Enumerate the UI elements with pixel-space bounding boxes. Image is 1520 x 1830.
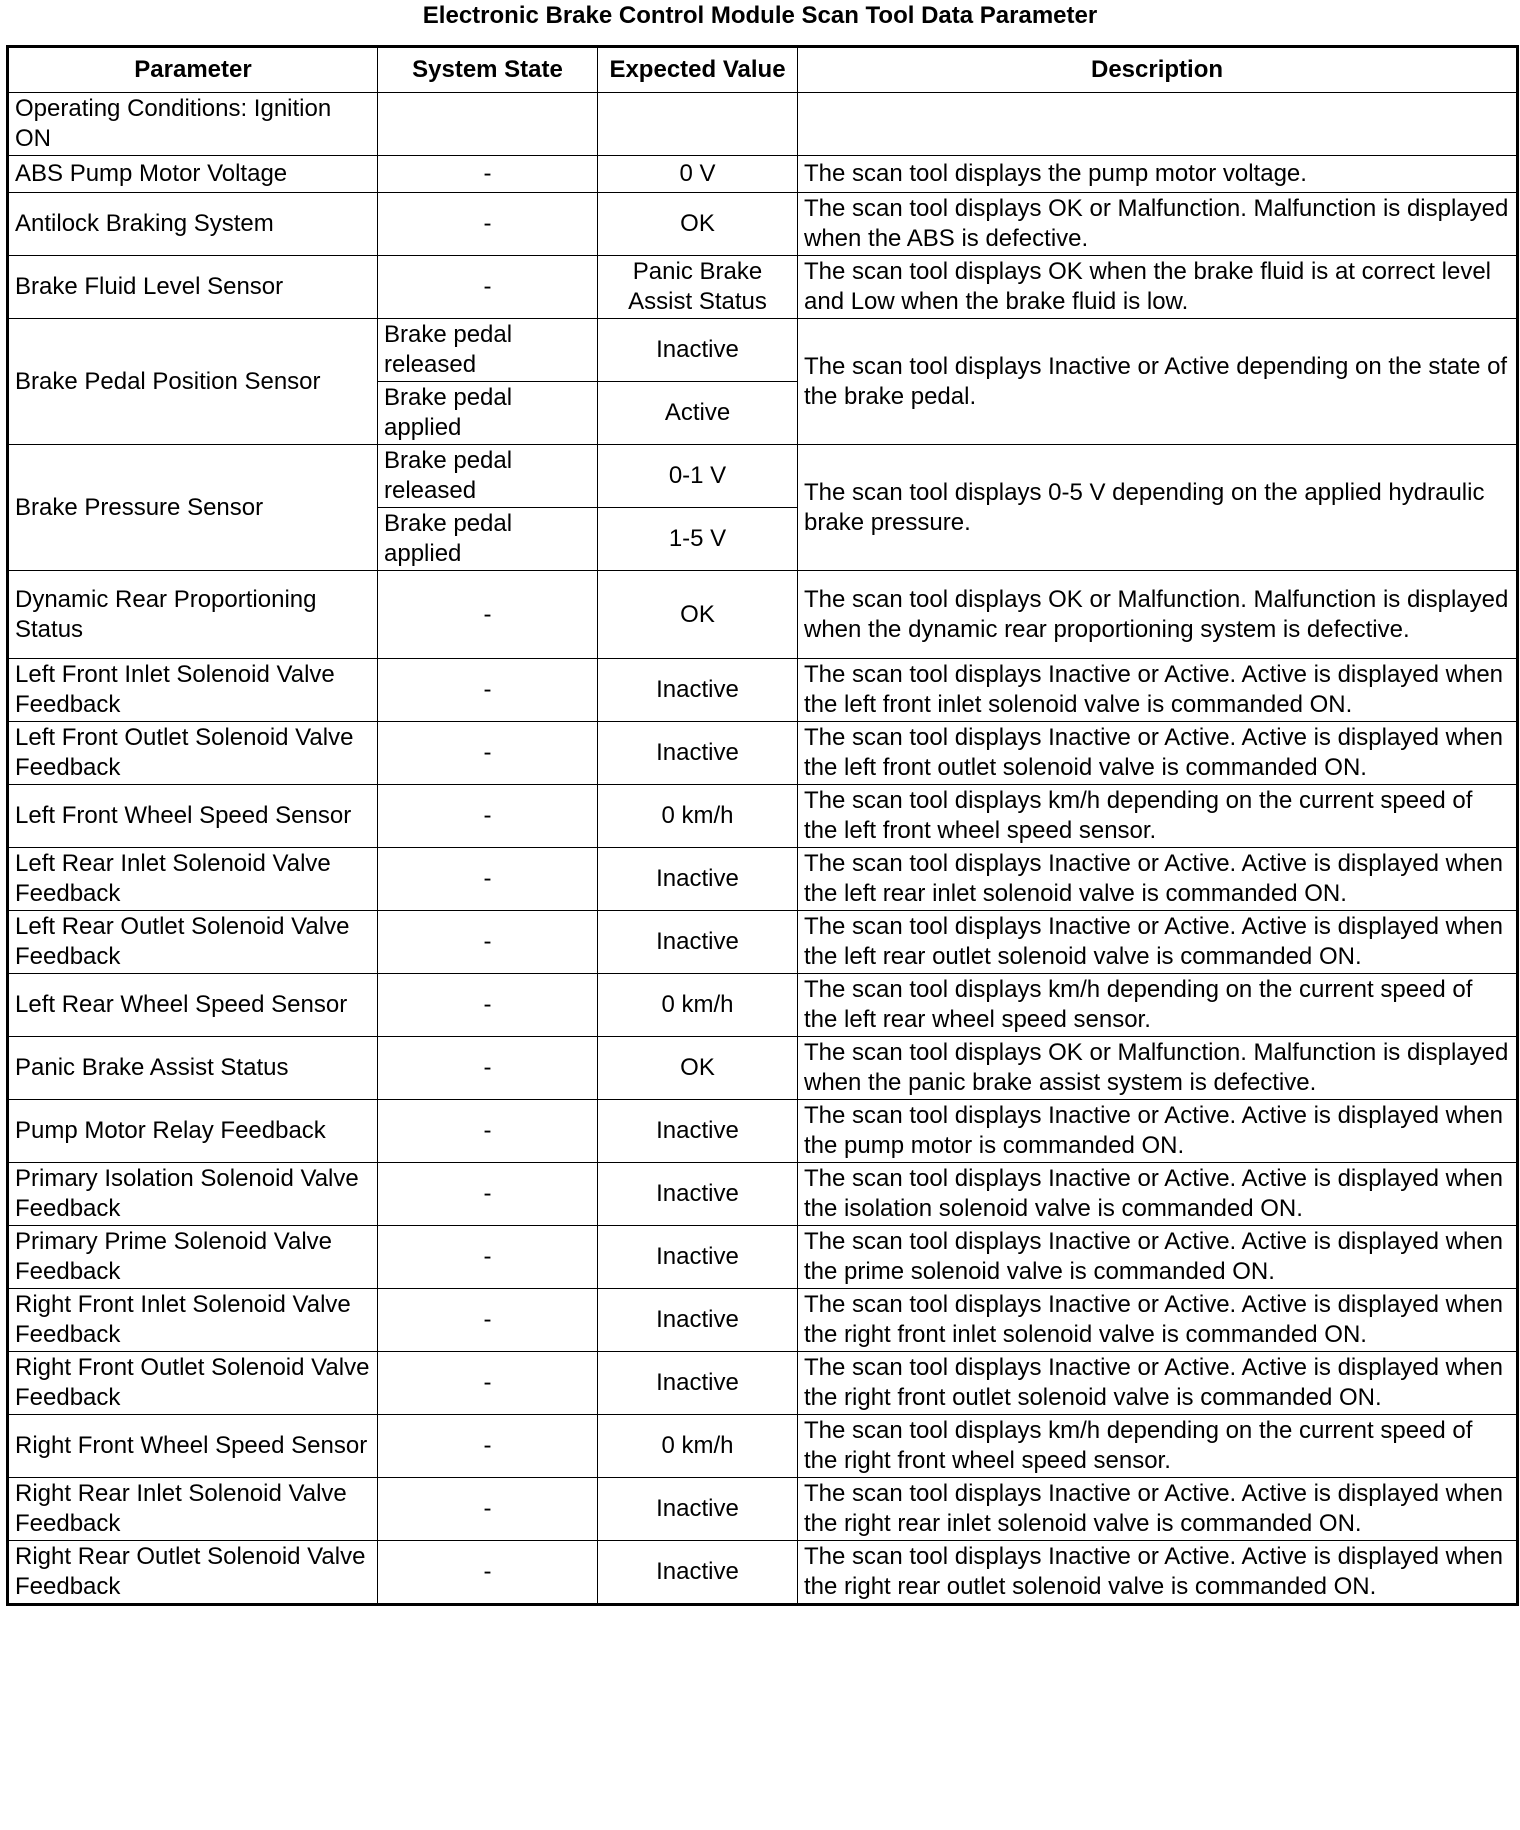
table-row: [8, 1100, 1518, 1163]
header-row: [8, 47, 1518, 93]
parameter-cell: Left Front Outlet Solenoid Valve Feedback: [8, 722, 378, 785]
expected-value-cell: Inactive: [598, 1352, 798, 1415]
expected-value-cell: Inactive: [598, 319, 798, 382]
header-parameter: Parameter: [8, 47, 378, 93]
table-row: [8, 911, 1518, 974]
description-cell: The scan tool displays km/h depending on the current speed of the left rear wheel speed sensor.: [798, 974, 1518, 1037]
system-state-cell: -: [378, 911, 598, 974]
header-description: Description: [798, 47, 1518, 93]
header-expected-value: Expected Value: [598, 47, 798, 93]
expected-value-cell: Inactive: [598, 911, 798, 974]
parameter-cell: Primary Isolation Solenoid Valve Feedback: [8, 1163, 378, 1226]
table-row: [8, 1289, 1518, 1352]
expected-value-cell: Inactive: [598, 659, 798, 722]
system-state-cell: -: [378, 256, 598, 319]
expected-value-cell: Panic Brake Assist Status: [598, 256, 798, 319]
description-cell: The scan tool displays Inactive or Active depending on the state of the brake pedal.: [798, 319, 1518, 445]
description-cell: The scan tool displays the pump motor voltage.: [798, 156, 1518, 193]
system-state-cell: -: [378, 1100, 598, 1163]
expected-value-cell: Inactive: [598, 848, 798, 911]
parameter-cell: Left Front Wheel Speed Sensor: [8, 785, 378, 848]
description-cell: The scan tool displays Inactive or Active. Active is displayed when the left front inlet solenoid valve is commanded ON.: [798, 659, 1518, 722]
expected-value-cell: 0 km/h: [598, 785, 798, 848]
parameter-cell: Left Rear Inlet Solenoid Valve Feedback: [8, 848, 378, 911]
expected-value-cell: OK: [598, 193, 798, 256]
system-state-cell: -: [378, 974, 598, 1037]
table-row: [8, 1037, 1518, 1100]
parameter-cell: Left Rear Outlet Solenoid Valve Feedback: [8, 911, 378, 974]
description-cell: The scan tool displays Inactive or Active. Active is displayed when the isolation solenoid valve is commanded ON.: [798, 1163, 1518, 1226]
parameter-cell: Right Front Wheel Speed Sensor: [8, 1415, 378, 1478]
table-row: [8, 256, 1518, 319]
system-state-cell: Brake pedal released: [378, 319, 598, 382]
expected-value-cell: 0 km/h: [598, 974, 798, 1037]
parameter-cell: Right Rear Inlet Solenoid Valve Feedback: [8, 1478, 378, 1541]
expected-value-cell: 1-5 V: [598, 508, 798, 571]
expected-value-cell: OK: [598, 1037, 798, 1100]
system-state-cell: -: [378, 848, 598, 911]
parameter-cell: Left Front Inlet Solenoid Valve Feedback: [8, 659, 378, 722]
table-row: [8, 445, 1518, 508]
description-cell: The scan tool displays 0-5 V depending on the applied hydraulic brake pressure.: [798, 445, 1518, 571]
parameter-cell: Primary Prime Solenoid Valve Feedback: [8, 1226, 378, 1289]
parameter-cell: Right Rear Outlet Solenoid Valve Feedback: [8, 1541, 378, 1605]
system-state-cell: -: [378, 1415, 598, 1478]
header-system-state: System State: [378, 47, 598, 93]
system-state-cell: -: [378, 1541, 598, 1605]
parameter-cell: Right Front Outlet Solenoid Valve Feedback: [8, 1352, 378, 1415]
parameter-cell: Dynamic Rear Proportioning Status: [8, 571, 378, 659]
description-cell: The scan tool displays OK or Malfunction. Malfunction is displayed when the panic brake assist system is defective.: [798, 1037, 1518, 1100]
expected-value-cell: Inactive: [598, 722, 798, 785]
parameter-cell: Brake Pedal Position Sensor: [8, 319, 378, 445]
description-cell: The scan tool displays Inactive or Active. Active is displayed when the right front outlet solenoid valve is commanded ON.: [798, 1352, 1518, 1415]
description-cell: The scan tool displays km/h depending on the current speed of the left front wheel speed sensor.: [798, 785, 1518, 848]
system-state-cell: Brake pedal applied: [378, 508, 598, 571]
parameter-cell: Brake Fluid Level Sensor: [8, 256, 378, 319]
expected-value-cell: Inactive: [598, 1541, 798, 1605]
table-row: [8, 848, 1518, 911]
system-state-cell: Brake pedal applied: [378, 382, 598, 445]
parameter-cell: Operating Conditions: Ignition ON: [8, 93, 378, 156]
table-row: [8, 1352, 1518, 1415]
parameter-cell: Brake Pressure Sensor: [8, 445, 378, 571]
system-state-cell: -: [378, 722, 598, 785]
expected-value-cell: [598, 93, 798, 156]
system-state-cell: -: [378, 156, 598, 193]
system-state-cell: -: [378, 1163, 598, 1226]
table-row: [8, 156, 1518, 193]
table-row: [8, 1226, 1518, 1289]
expected-value-cell: 0-1 V: [598, 445, 798, 508]
description-cell: The scan tool displays Inactive or Active. Active is displayed when the left front outlet solenoid valve is commanded ON.: [798, 722, 1518, 785]
table-row: [8, 974, 1518, 1037]
table-row: [8, 659, 1518, 722]
system-state-cell: -: [378, 571, 598, 659]
expected-value-cell: Inactive: [598, 1478, 798, 1541]
expected-value-cell: Active: [598, 382, 798, 445]
parameter-table: [6, 45, 1519, 1606]
expected-value-cell: Inactive: [598, 1289, 798, 1352]
expected-value-cell: OK: [598, 571, 798, 659]
table-row: [8, 1415, 1518, 1478]
system-state-cell: [378, 93, 598, 156]
parameter-cell: Antilock Braking System: [8, 193, 378, 256]
parameter-cell: Right Front Inlet Solenoid Valve Feedback: [8, 1289, 378, 1352]
document-title: Electronic Brake Control Module Scan Tool Data Parameter: [422, 2, 1098, 29]
table-row: [8, 1541, 1518, 1605]
table-row: [8, 319, 1518, 382]
expected-value-cell: Inactive: [598, 1163, 798, 1226]
system-state-cell: -: [378, 659, 598, 722]
description-cell: The scan tool displays Inactive or Active. Active is displayed when the right front inlet solenoid valve is commanded ON.: [798, 1289, 1518, 1352]
description-cell: The scan tool displays Inactive or Active. Active is displayed when the left rear outlet solenoid valve is commanded ON.: [798, 911, 1518, 974]
description-cell: [798, 93, 1518, 156]
table-row: [8, 722, 1518, 785]
system-state-cell: -: [378, 785, 598, 848]
description-cell: The scan tool displays OK or Malfunction. Malfunction is displayed when the dynamic rear proportioning system is defective.: [798, 571, 1518, 659]
expected-value-cell: 0 km/h: [598, 1415, 798, 1478]
system-state-cell: -: [378, 1226, 598, 1289]
description-cell: The scan tool displays OK when the brake fluid is at correct level and Low when the brake fluid is low.: [798, 256, 1518, 319]
description-cell: The scan tool displays Inactive or Active. Active is displayed when the prime solenoid valve is commanded ON.: [798, 1226, 1518, 1289]
description-cell: The scan tool displays Inactive or Active. Active is displayed when the pump motor is commanded ON.: [798, 1100, 1518, 1163]
expected-value-cell: Inactive: [598, 1100, 798, 1163]
table-row: [8, 785, 1518, 848]
table-row: [8, 571, 1518, 659]
description-cell: The scan tool displays km/h depending on the current speed of the right front wheel speed sensor.: [798, 1415, 1518, 1478]
system-state-cell: Brake pedal released: [378, 445, 598, 508]
table-row: [8, 1478, 1518, 1541]
parameter-cell: ABS Pump Motor Voltage: [8, 156, 378, 193]
system-state-cell: -: [378, 1289, 598, 1352]
expected-value-cell: 0 V: [598, 156, 798, 193]
parameter-cell: Pump Motor Relay Feedback: [8, 1100, 378, 1163]
table-row: [8, 193, 1518, 256]
description-cell: The scan tool displays OK or Malfunction. Malfunction is displayed when the ABS is defective.: [798, 193, 1518, 256]
system-state-cell: -: [378, 1478, 598, 1541]
table-row: [8, 1163, 1518, 1226]
description-cell: The scan tool displays Inactive or Active. Active is displayed when the right rear outlet solenoid valve is commanded ON.: [798, 1541, 1518, 1605]
parameter-cell: Panic Brake Assist Status: [8, 1037, 378, 1100]
parameter-cell: Left Rear Wheel Speed Sensor: [8, 974, 378, 1037]
system-state-cell: -: [378, 193, 598, 256]
description-cell: The scan tool displays Inactive or Active. Active is displayed when the left rear inlet solenoid valve is commanded ON.: [798, 848, 1518, 911]
expected-value-cell: Inactive: [598, 1226, 798, 1289]
system-state-cell: -: [378, 1352, 598, 1415]
system-state-cell: -: [378, 1037, 598, 1100]
table-row: [8, 93, 1518, 156]
description-cell: The scan tool displays Inactive or Active. Active is displayed when the right rear inlet solenoid valve is commanded ON.: [798, 1478, 1518, 1541]
